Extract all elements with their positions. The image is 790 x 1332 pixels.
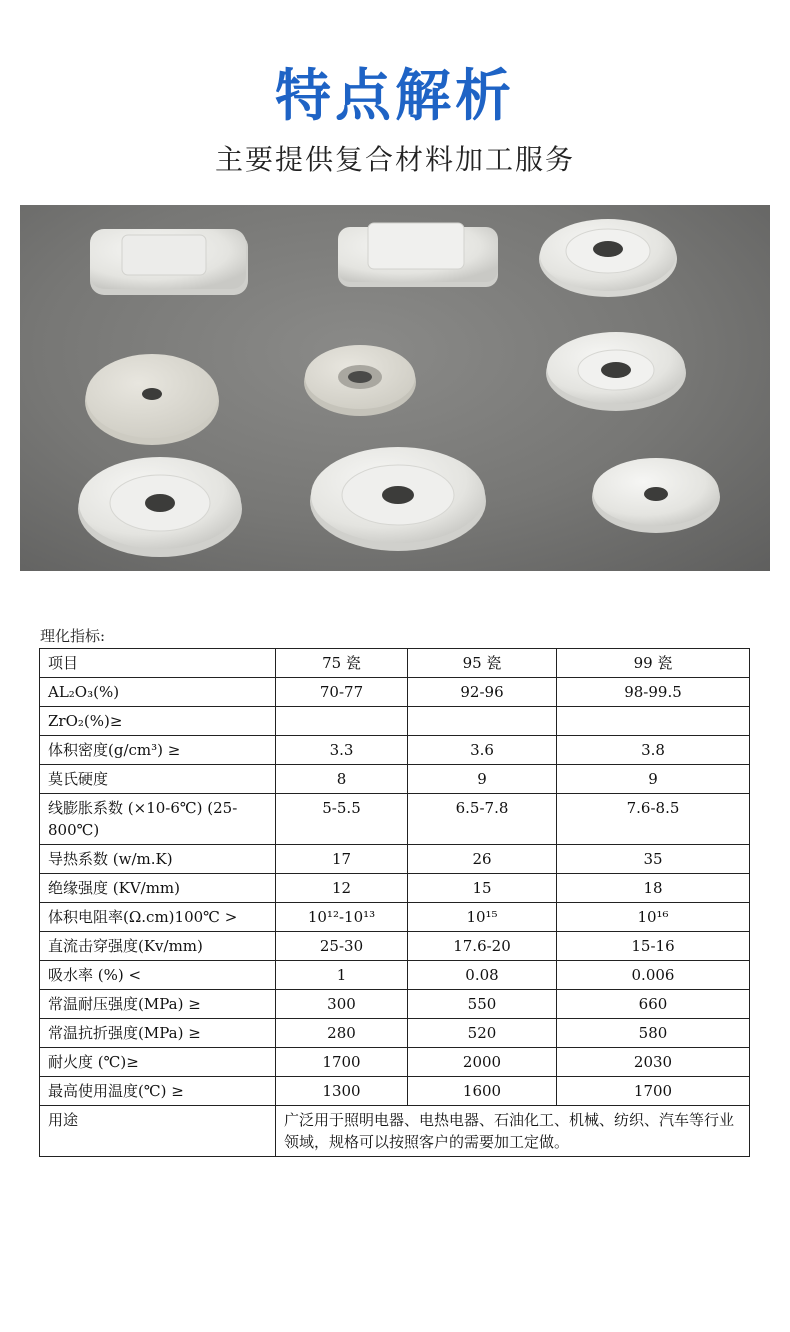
cell-95: 10¹⁵	[408, 903, 557, 932]
cell-95: 550	[408, 990, 557, 1019]
page-title: 特点解析	[275, 64, 515, 129]
cell-75: 25-30	[276, 932, 408, 961]
table-caption: 理化指标:	[40, 627, 106, 645]
cell-95: 0.08	[408, 961, 557, 990]
table-row	[40, 736, 750, 765]
cell-99: 15-16	[557, 932, 750, 961]
product-photo	[20, 205, 770, 571]
table-row	[40, 678, 750, 707]
row-label: 直流击穿强度(Kv/mm)	[40, 932, 276, 961]
row-label: 常温耐压强度(MPa) ≥	[40, 990, 276, 1019]
cell-99: 3.8	[557, 736, 750, 765]
rect-part-1	[90, 229, 248, 295]
table-row	[40, 1048, 750, 1077]
row-label: 体积密度(g/cm³) ≥	[40, 736, 276, 765]
cell-75: 10¹²-10¹³	[276, 903, 408, 932]
cell-95	[408, 707, 557, 736]
page-subtitle: 主要提供复合材料加工服务	[214, 143, 575, 176]
cell-95: 6.5-7.8	[408, 794, 557, 845]
cell-75: 1	[276, 961, 408, 990]
header-cell: 项目	[40, 649, 276, 678]
rect-part-2	[338, 223, 498, 287]
row-label: 绝缘强度 (KV/mm)	[40, 874, 276, 903]
washer-3	[304, 345, 416, 416]
cell-99: 7.6-8.5	[557, 794, 750, 845]
table-row	[40, 874, 750, 903]
washer-5	[78, 457, 242, 557]
cell-95: 17.6-20	[408, 932, 557, 961]
cell-75: 300	[276, 990, 408, 1019]
cell-99: 0.006	[557, 961, 750, 990]
header-cell: 95 瓷	[408, 649, 557, 678]
washer-1	[539, 219, 677, 297]
cell-99: 580	[557, 1019, 750, 1048]
cell-75: 3.3	[276, 736, 408, 765]
row-label: 耐火度 (℃)≥	[40, 1048, 276, 1077]
cell-95: 1600	[408, 1077, 557, 1106]
table-row	[40, 845, 750, 874]
cell-99: 9	[557, 765, 750, 794]
table-row	[40, 990, 750, 1019]
cell-95: 2000	[408, 1048, 557, 1077]
cell-75: 1700	[276, 1048, 408, 1077]
table-row	[40, 903, 750, 932]
header-cell: 99 瓷	[557, 649, 750, 678]
cell-99: 35	[557, 845, 750, 874]
cell-99: 2030	[557, 1048, 750, 1077]
cell-95: 520	[408, 1019, 557, 1048]
washer-6	[310, 447, 486, 551]
row-label: 莫氏硬度	[40, 765, 276, 794]
cell-75: 17	[276, 845, 408, 874]
cell-95: 26	[408, 845, 557, 874]
washer-2	[85, 354, 219, 445]
row-label: 体积电阻率(Ω.cm)100℃ >	[40, 903, 276, 932]
row-label: 常温抗折强度(MPa) ≥	[40, 1019, 276, 1048]
cell-75: 1300	[276, 1077, 408, 1106]
usage-text: 广泛用于照明电器、电热电器、石油化工、机械、纺织、汽车等行业领域，规格可以按照客户的需要加工定做。	[276, 1106, 750, 1157]
usage-label: 用途	[40, 1106, 276, 1157]
cell-95: 92-96	[408, 678, 557, 707]
row-label: ZrO₂(%)≥	[40, 707, 276, 736]
row-label: 线膨胀系数 (×10-6℃) (25-800℃)	[40, 794, 276, 845]
cell-75: 5-5.5	[276, 794, 408, 845]
row-label: 吸水率 (%) <	[40, 961, 276, 990]
washer-4	[546, 332, 686, 411]
row-label: 导热系数 (w/m.K)	[40, 845, 276, 874]
table-header-row	[40, 649, 750, 678]
table-row	[40, 932, 750, 961]
cell-75: 8	[276, 765, 408, 794]
cell-99: 1700	[557, 1077, 750, 1106]
table-row	[40, 1077, 750, 1106]
table-row	[40, 794, 750, 845]
table-row	[40, 765, 750, 794]
table-row	[40, 707, 750, 736]
spec-table	[39, 648, 750, 1157]
usage-row	[40, 1106, 750, 1157]
header-cell: 75 瓷	[276, 649, 408, 678]
cell-99: 18	[557, 874, 750, 903]
cell-75: 12	[276, 874, 408, 903]
washer-7	[592, 458, 720, 533]
cell-75	[276, 707, 408, 736]
table-row	[40, 961, 750, 990]
row-label: AL₂O₃(%)	[40, 678, 276, 707]
cell-75: 70-77	[276, 678, 408, 707]
table-row	[40, 1019, 750, 1048]
cell-95: 15	[408, 874, 557, 903]
row-label: 最高使用温度(℃) ≥	[40, 1077, 276, 1106]
cell-99: 10¹⁶	[557, 903, 750, 932]
cell-99	[557, 707, 750, 736]
cell-95: 9	[408, 765, 557, 794]
cell-75: 280	[276, 1019, 408, 1048]
cell-99: 98-99.5	[557, 678, 750, 707]
cell-95: 3.6	[408, 736, 557, 765]
cell-99: 660	[557, 990, 750, 1019]
